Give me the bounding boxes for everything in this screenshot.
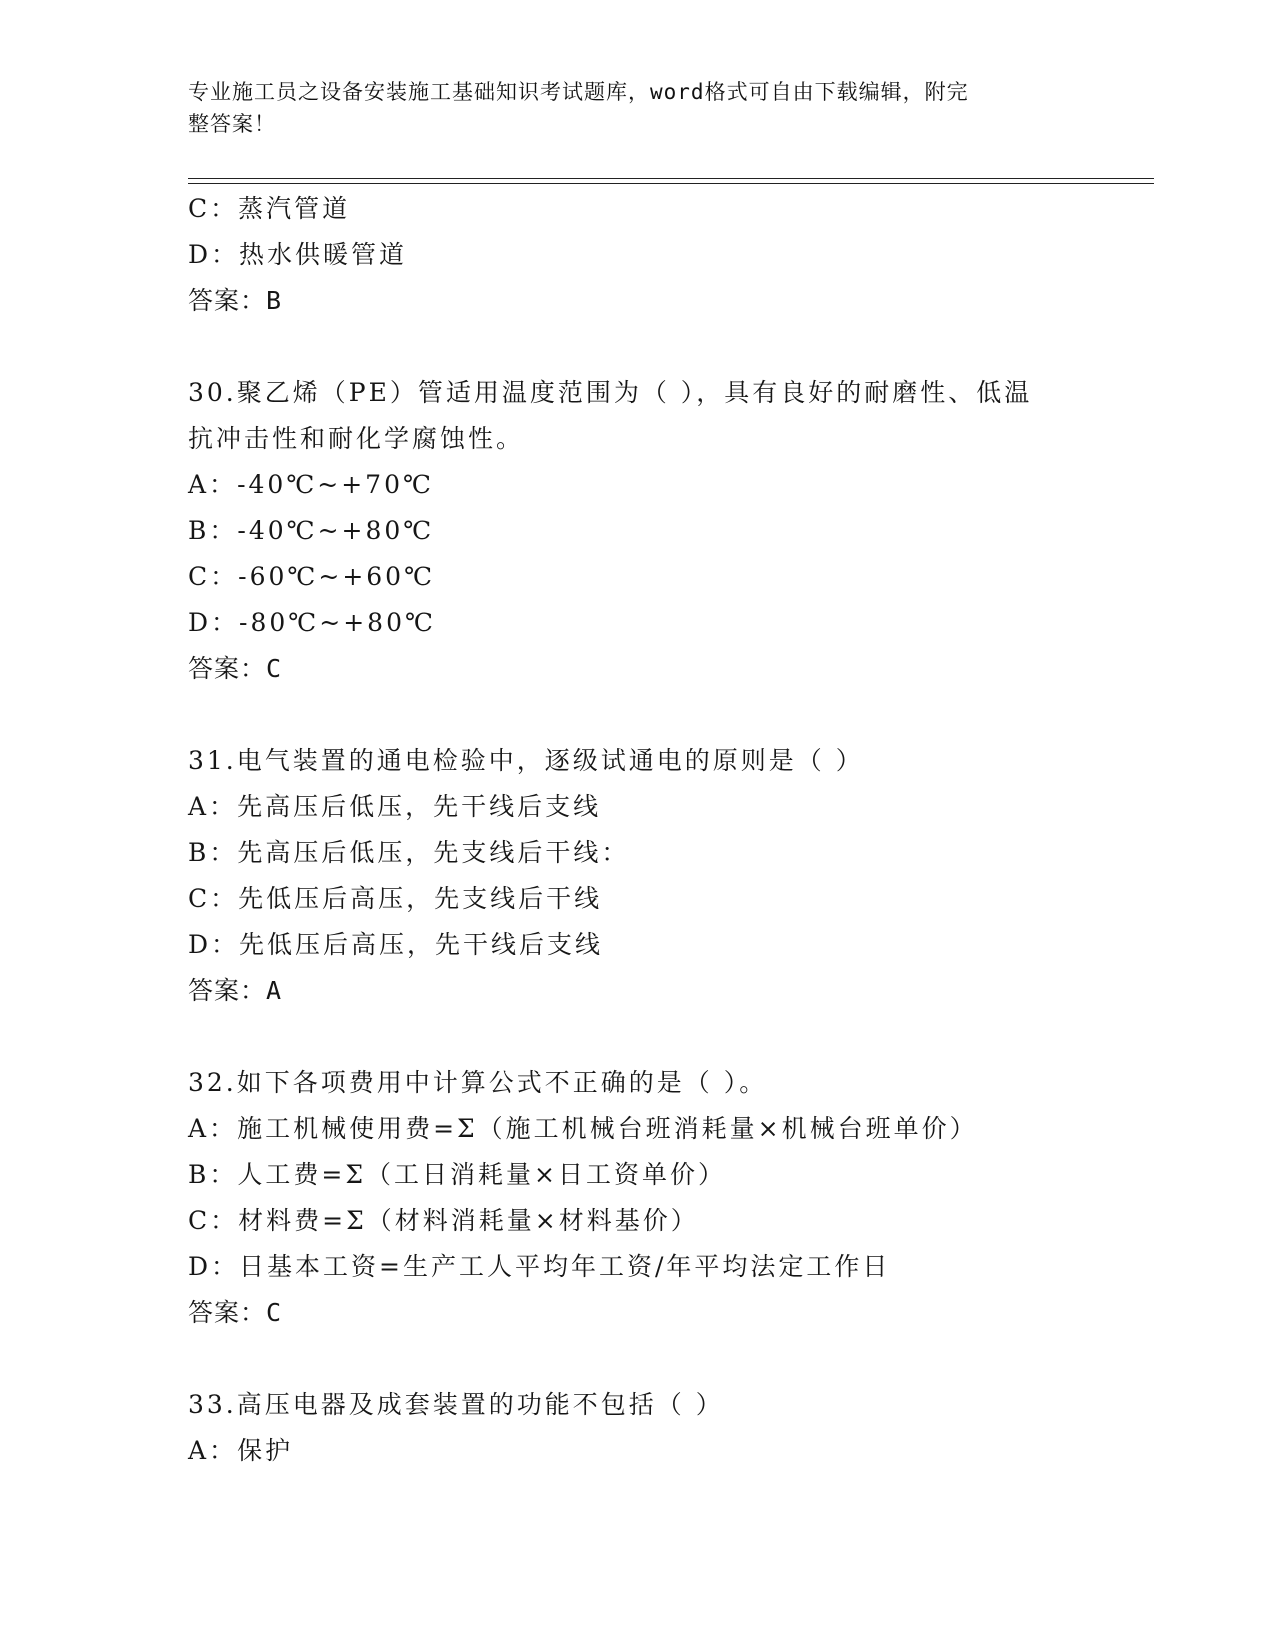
answer-line: 答案：C: [188, 654, 283, 683]
answer-line: 答案：B: [188, 286, 283, 315]
header-line-1: 专业施工员之设备安装施工基础知识考试题库，word格式可自由下载编辑，附完: [188, 80, 969, 104]
option-text: 蒸汽管道: [238, 194, 351, 223]
option-label: A：: [188, 1114, 238, 1143]
option-text: 材料费=Σ（材料消耗量×材料基价）: [238, 1206, 699, 1235]
option-text: 先高压后低压，先干线后支线: [237, 792, 602, 821]
option-text: -40℃~+80℃: [237, 516, 435, 545]
option-c: [188, 1198, 1148, 1244]
option-label: D：: [188, 240, 240, 269]
document-header: [188, 76, 1068, 140]
option-d: [188, 922, 1148, 968]
prev-question-block: [188, 186, 1148, 324]
question-30: [188, 370, 1148, 692]
spacer: [188, 692, 1148, 738]
header-rule-top: [188, 178, 1154, 179]
answer-line: 答案：C: [188, 1298, 283, 1327]
option-c: [188, 876, 1148, 922]
option-label: C：: [188, 194, 239, 223]
option-label: B：: [188, 1160, 238, 1189]
option-text: -80℃~+80℃: [239, 608, 436, 637]
header-rule-bottom: [188, 183, 1154, 184]
option-d: [188, 232, 1148, 278]
option-text: 先低压后高压，先支线后干线: [238, 884, 603, 913]
option-a: [188, 784, 1148, 830]
question-stem: 31.电气装置的通电检验中，逐级试通电的原则是（ ）: [188, 746, 864, 775]
option-text: 热水供暖管道: [239, 240, 408, 269]
question-31: [188, 738, 1148, 1014]
option-text: -40℃~+70℃: [237, 470, 434, 499]
option-label: D：: [188, 608, 240, 637]
option-label: D：: [188, 930, 240, 959]
option-label: B：: [188, 838, 238, 867]
option-text: 人工费=Σ（工日消耗量×日工资单价）: [237, 1160, 726, 1189]
question-33: [188, 1382, 1148, 1474]
option-d: [188, 1244, 1148, 1290]
option-text: 施工机械使用费=Σ（施工机械台班消耗量×机械台班单价）: [237, 1114, 978, 1143]
header-line-2: 整答案！: [188, 112, 276, 136]
question-stem: 30.聚乙烯（PE）管适用温度范围为（ ），具有良好的耐磨性、低温: [188, 378, 1033, 407]
option-label: A：: [188, 792, 238, 821]
option-label: C：: [188, 1206, 239, 1235]
option-label: B：: [188, 516, 238, 545]
option-text: 先高压后低压，先支线后干线：: [237, 838, 630, 867]
option-text: -60℃~+60℃: [238, 562, 436, 591]
option-label: A：: [188, 1436, 238, 1465]
option-b: [188, 830, 1148, 876]
answer-line: 答案：A: [188, 976, 283, 1005]
option-text: 日基本工资=生产工人平均年工资/年平均法定工作日: [239, 1252, 891, 1281]
option-label: A：: [188, 470, 238, 499]
option-c: [188, 186, 1148, 232]
option-b: [188, 1152, 1148, 1198]
option-b: [188, 508, 1148, 554]
spacer: [188, 324, 1148, 370]
option-d: [188, 600, 1148, 646]
option-a: [188, 1106, 1148, 1152]
spacer: [188, 1336, 1148, 1382]
option-text: 保护: [237, 1436, 294, 1465]
option-label: C：: [188, 884, 239, 913]
option-c: [188, 554, 1148, 600]
question-stem: 33.高压电器及成套装置的功能不包括（ ）: [188, 1390, 724, 1419]
question-stem: 抗冲击性和耐化学腐蚀性。: [188, 424, 525, 453]
option-label: C：: [188, 562, 239, 591]
option-a: [188, 1428, 1148, 1474]
spacer: [188, 1014, 1148, 1060]
question-content: [188, 186, 1148, 1474]
option-text: 先低压后高压，先干线后支线: [239, 930, 604, 959]
question-stem: 32.如下各项费用中计算公式不正确的是（ ）。: [188, 1068, 768, 1097]
question-32: [188, 1060, 1148, 1336]
option-label: D：: [188, 1252, 240, 1281]
option-a: [188, 462, 1148, 508]
